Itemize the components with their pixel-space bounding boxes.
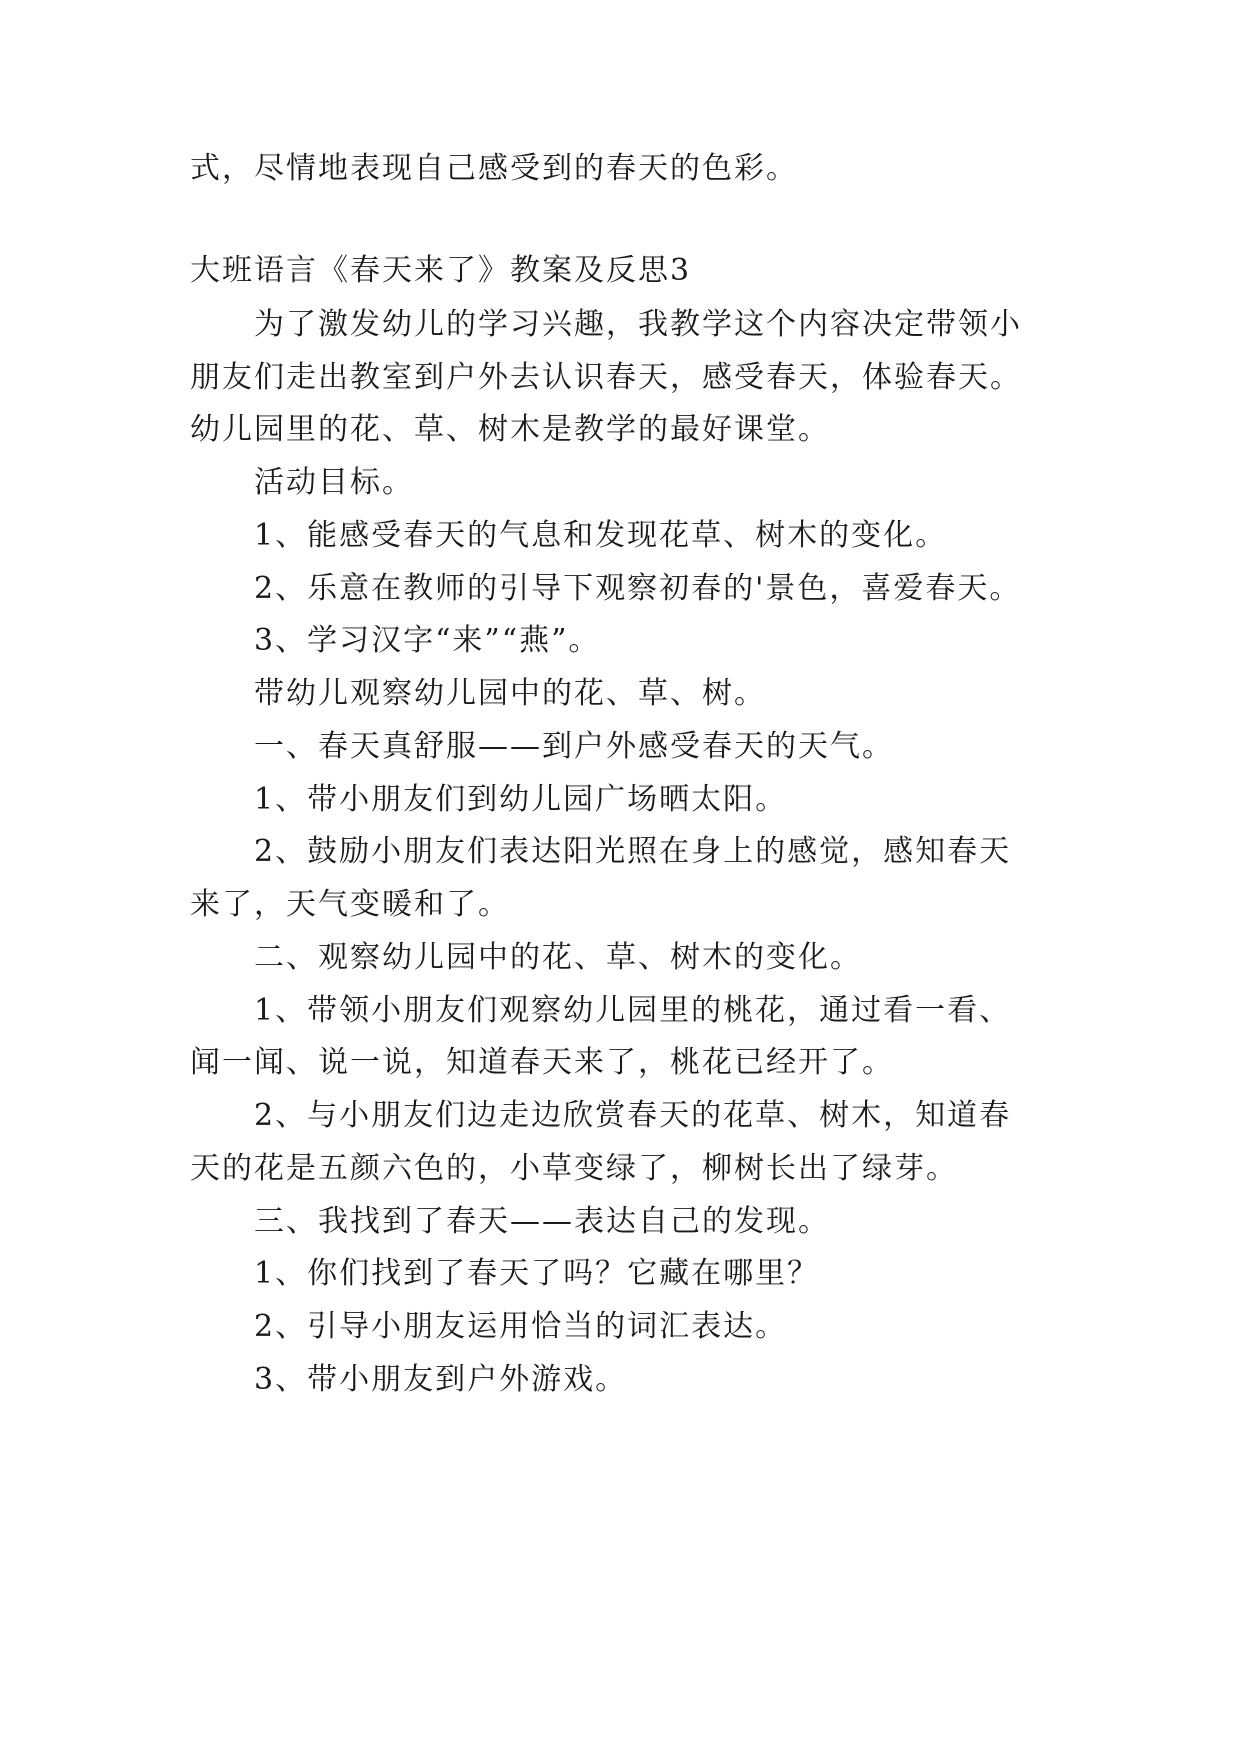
goal-item-2: 2、乐意在教师的引导下观察初春的'景色，喜爱春天。	[254, 571, 1022, 606]
intro-paragraph-line-3: 幼儿园里的花、草、树木是教学的最好课堂。	[190, 412, 830, 447]
part-3-item-2: 2、引导小朋友运用恰当的词汇表达。	[254, 1309, 788, 1344]
preparation-line: 带幼儿观察幼儿园中的花、草、树。	[254, 676, 766, 711]
part-2-item-1-line-2: 闻一闻、说一说，知道春天来了，桃花已经开了。	[190, 1045, 894, 1080]
part-2-item-1-line-1: 1、带领小朋友们观察幼儿园里的桃花，通过看一看、	[254, 993, 1012, 1028]
goals-heading: 活动目标。	[254, 465, 414, 500]
part-3-heading: 三、我找到了春天——表达自己的发现。	[254, 1204, 830, 1239]
part-2-heading: 二、观察幼儿园中的花、草、树木的变化。	[254, 940, 862, 975]
continuation-line: 式，尽情地表现自己感受到的春天的色彩。	[190, 151, 798, 186]
part-3-item-1: 1、你们找到了春天了吗？它藏在哪里？	[254, 1256, 820, 1291]
section-title: 大班语言《春天来了》教案及反思3	[190, 253, 692, 288]
part-2-item-2-line-2: 天的花是五颜六色的，小草变绿了，柳树长出了绿芽。	[190, 1151, 958, 1186]
part-1-item-2-line-1: 2、鼓励小朋友们表达阳光照在身上的感觉，感知春天	[254, 834, 1012, 869]
part-1-item-1: 1、带小朋友们到幼儿园广场晒太阳。	[254, 782, 788, 817]
goal-item-1: 1、能感受春天的气息和发现花草、树木的变化。	[254, 518, 948, 553]
intro-paragraph-line-1: 为了激发幼儿的学习兴趣，我教学这个内容决定带领小	[254, 307, 1022, 342]
part-1-item-2-line-2: 来了，天气变暖和了。	[190, 887, 510, 922]
part-1-heading: 一、春天真舒服——到户外感受春天的天气。	[254, 729, 894, 764]
part-2-item-2-line-1: 2、与小朋友们边走边欣赏春天的花草、树木，知道春	[254, 1098, 1012, 1133]
goal-item-3: 3、学习汉字“来”“燕”。	[254, 623, 601, 658]
part-3-item-3: 3、带小朋友到户外游戏。	[254, 1362, 628, 1397]
intro-paragraph-line-2: 朋友们走出教室到户外去认识春天，感受春天，体验春天。	[190, 360, 1022, 395]
